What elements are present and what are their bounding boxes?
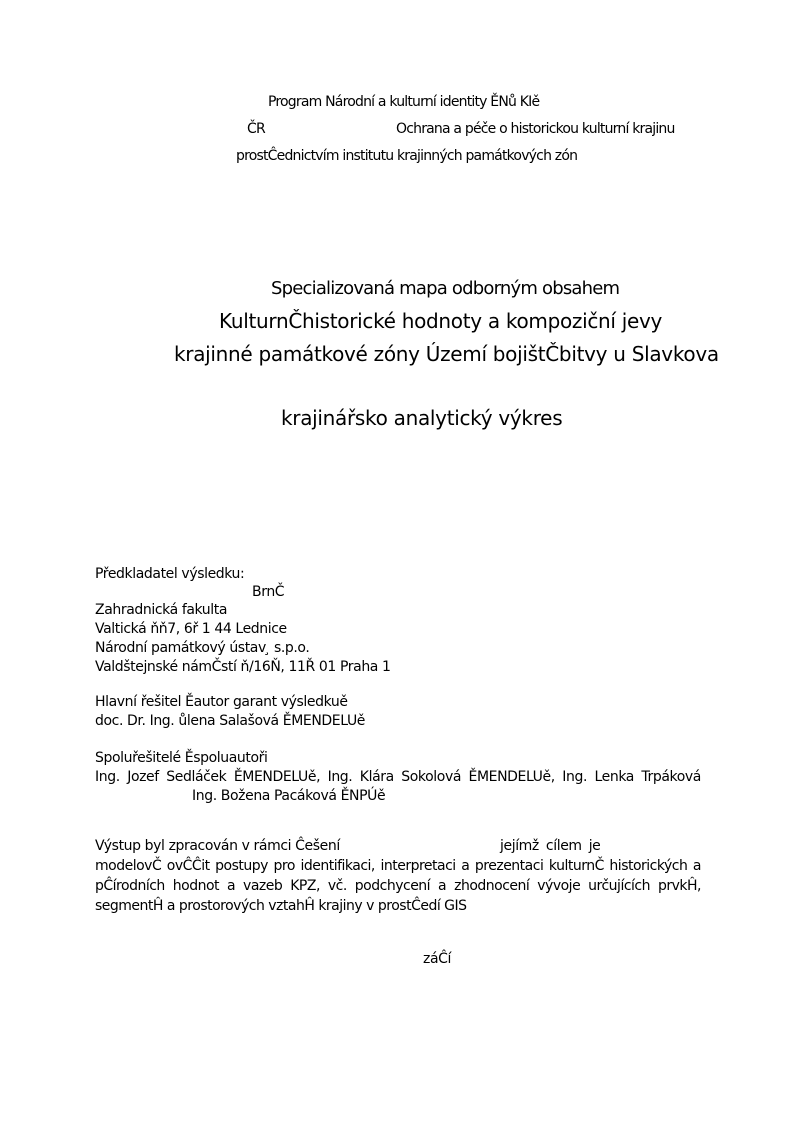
- submitter-line: Národní památkový ústav ̧ s.p.o.: [95, 640, 310, 656]
- output-line: segmentĤ a prostorových vztahĤ krajiny v prostĈedí GIS: [95, 898, 467, 914]
- output-line: modelovČ ovĈĈit postupy pro identifikaci, interpretaci a prezentaci kulturnČ historických a: [95, 858, 701, 874]
- header-country: ČR: [247, 121, 265, 137]
- principal-name: doc. Dr. Ing. ůlena Salašová ĚMENDELUě: [95, 713, 366, 729]
- title-drawing-type: krajinářsko analytický výkres: [281, 406, 563, 430]
- output-text-aim: jejímž cílem je: [500, 838, 601, 854]
- title-main: KulturnČhistorické hodnoty a kompoziční jevy: [219, 309, 663, 333]
- coauthors-line: Ing. Božena Pacáková ĚNPÚě: [192, 788, 386, 804]
- submitter-city: BrnČ: [252, 584, 285, 600]
- output-paragraph: [95, 856, 701, 916]
- coauthors-label: Spoluřešitelé Ěspoluautoři: [95, 750, 268, 766]
- footer-date: záĈí: [423, 951, 451, 967]
- output-text-start: Výstup byl zpracován v rámci Ĉešení: [95, 838, 340, 854]
- output-line: pĈírodních hodnot a vazeb KPZ, vč. podchycení a zhodnocení vývoje určujících prvkĤ,: [95, 878, 701, 894]
- title-map-type: Specializovaná mapa odborným obsahem: [271, 278, 620, 299]
- submitter-line: Zahradnická fakulta: [95, 602, 228, 618]
- title-zone: krajinné památkové zóny Území bojištČbitvy u Slavkova: [174, 342, 719, 366]
- coauthors-line: Ing. Jozef Sedláček ĚMENDELUě, Ing. Klára Sokolová ĚMENDELUě, Ing. Lenka Trpáková: [95, 769, 701, 785]
- header-institute-line: prostĈednictvím institutu krajinných památkových zón: [236, 148, 578, 164]
- principal-label: Hlavní řešitel Ěautor garant výsledkuě: [95, 694, 348, 710]
- header-project-title: Ochrana a péče o historickou kulturní krajinu: [396, 121, 675, 137]
- header-program-line: Program Národní a kulturní identity ĚNů KIě: [268, 94, 540, 110]
- submitter-label: Předkladatel výsledku:: [95, 566, 245, 582]
- submitter-line: Valdštejnské námČstí ň/16Ň, 11Ř 01 Praha 1: [95, 659, 391, 675]
- submitter-line: Valtická ňň7, 6ř 1 44 Lednice: [95, 621, 287, 637]
